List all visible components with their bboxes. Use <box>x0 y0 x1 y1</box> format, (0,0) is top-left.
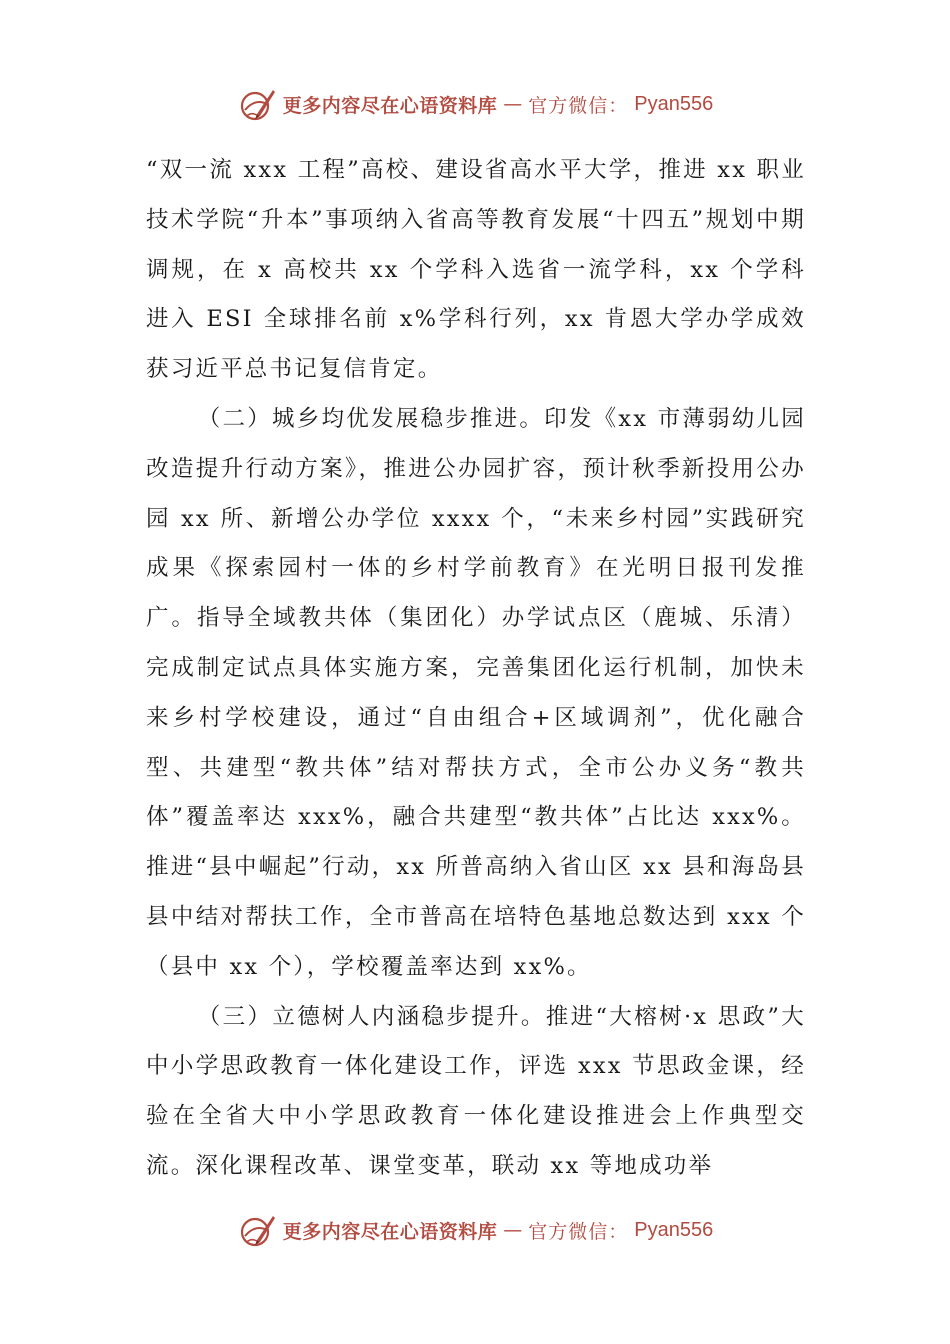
header-separator: — <box>503 93 523 115</box>
footer-brand-text: 更多内容尽在心语资料库 <box>282 1220 498 1243</box>
header-brand-text: 更多内容尽在心语资料库 <box>282 94 498 117</box>
footer-wechat-id: Pyan556 <box>634 1218 714 1241</box>
pen-logo-icon <box>237 84 277 124</box>
paragraph-section-two: （二）城乡均优发展稳步推进。印发《xx 市薄弱幼儿园改造提升行动方案》，推进公办园扩容，预计秋季新投用公办园 xx 所、新增公办学位 xxxx 个，“未来乡村园”实践研究成果《探索园村一体的乡村学前教育》在光明日报刊发推广。指导全域教共体（集团化）办学试点区（鹿城、乐清）完成制定试点具体实施方案，完善集团化运行机制，加快未来乡村学校建设，通过“自由组合+区域调剂”，优化融合型、共建型“教共体”结对帮扶方式，全市公办义务“教共体”覆盖率达 xxx%，融合共建型“教共体”占比达 xxx%。推进“县中崛起”行动，xx 所普高纳入省山区 xx 县和海岛县县中结对帮扶工作，全市普高在培特色基地总数达到 xxx 个（县中 xx 个），学校覆盖率达到 xx%。 <box>146 405 806 980</box>
document-body <box>146 146 806 1192</box>
paragraph-continuation: “双一流 xxx 工程”高校、建设省高水平大学，推进 xx 职业技术学院“升本”事项纳入省高等教育发展“十四五”规划中期调规，在 x 高校共 xx 个学科入选省一流学科，xx 个学科进入 ESI 全球排名前 x%学科行列，xx 肯恩大学办学成效获习近平总书记复信肯定。 <box>146 157 806 383</box>
pen-logo-icon <box>237 1210 277 1250</box>
header-banner <box>0 82 950 126</box>
header-wechat-id: Pyan556 <box>634 92 714 115</box>
header-wechat-label: 官方微信： <box>528 94 629 117</box>
footer-banner <box>0 1208 950 1252</box>
footer-separator: — <box>503 1219 523 1241</box>
footer-wechat-label: 官方微信： <box>528 1220 629 1243</box>
paragraph-section-three: （三）立德树人内涵稳步提升。推进“大榕树·x 思政”大中小学思政教育一体化建设工作，评选 xxx 节思政金课，经验在全省大中小学思政教育一体化建设推进会上作典型交流。深化课程改革、课堂变革，联动 xx 等地成功举 <box>146 1003 806 1179</box>
